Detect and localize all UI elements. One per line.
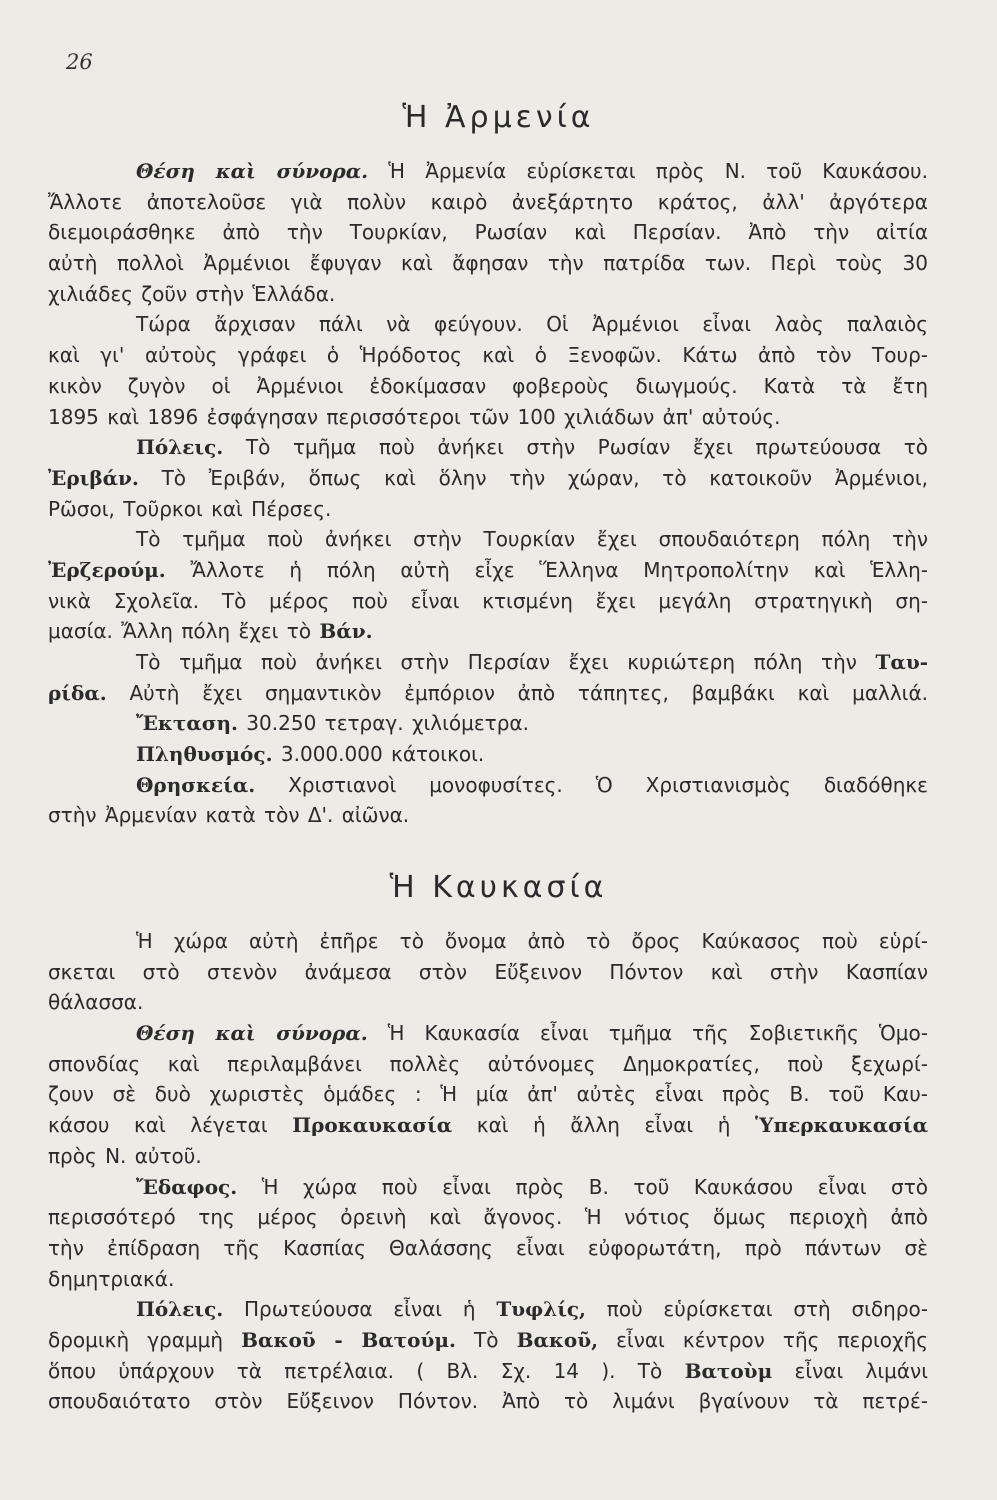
body-text: 3.000.000 κάτοικοι. <box>272 742 485 767</box>
text-line <box>48 463 928 494</box>
body-text: Τὸ Ἐριβάν, ὅπως καὶ ὅλην τὴν χώραν, τὸ κατοικοῦν Ἀρμένιοι, <box>138 465 928 490</box>
body-text: Ἄλλοτε ἡ πόλη αὐτὴ εἶχε Ἕλληνα Μητροπολίτην καὶ Ἑλλη- <box>165 557 928 582</box>
body-text: Αὐτὴ ἔχει σημαντικὸν ἐμπόριον ἀπὸ τάπητες, βαμβάκι καὶ μαλλιά. <box>106 680 928 705</box>
emphasis-text: Θρησκεία. <box>136 772 256 797</box>
text-line <box>48 957 928 988</box>
text-line <box>48 770 928 801</box>
text-line <box>48 1172 928 1203</box>
text-line <box>48 402 928 433</box>
body-text: εἶναι λιμάνι <box>772 1358 928 1383</box>
body-text: κάσου καὶ λέγεται <box>48 1113 293 1138</box>
text-line <box>48 1356 928 1387</box>
body-text: χιλιάδες ζοῦν στὴν Ἑλλάδα. <box>48 281 336 306</box>
section-title-caucasia: Ἡ Καυκασία <box>389 870 608 905</box>
emphasis-text: Τυφλίς, <box>496 1297 587 1322</box>
emphasis-text: Ἐρζερούμ. <box>48 557 166 582</box>
emphasis-text: Ἔκταση. <box>136 711 238 736</box>
body-text: τὴν ἐπίδραση τῆς Κασπίας Θαλάσσης εἶναι εὐφορωτάτη, πρὸ πάντων σὲ <box>48 1235 928 1260</box>
emphasis-text: Βακοῦ, <box>516 1327 599 1352</box>
text-line <box>48 248 928 279</box>
text-line <box>48 708 928 739</box>
text-line <box>48 555 928 586</box>
body-text: Πρωτεύουσα εἶναι ἡ <box>223 1297 497 1322</box>
text-line <box>48 987 928 1018</box>
body-text: δημητριακά. <box>48 1266 175 1291</box>
emphasis-text: Βακοῦ - Βατούμ. <box>241 1327 456 1352</box>
text-line <box>48 678 928 709</box>
emphasis-text: Βατοὺμ <box>684 1358 773 1383</box>
body-text: μασία. Ἄλλη πόλη ἔχει τὸ <box>48 619 320 644</box>
text-line <box>48 1233 928 1264</box>
body-text: Τὸ <box>455 1327 517 1352</box>
text-line <box>48 217 928 248</box>
body-text: Ἡ Ἀρμενία εὑρίσκεται πρὸς Ν. τοῦ Καυκάσου. <box>368 159 928 183</box>
body-text: Ἡ χώρα αὐτὴ ἐπῆρε τὸ ὄνομα ἀπὸ τὸ ὄρος Καύκασος ποὺ εὑρί- <box>136 929 928 953</box>
body-text: Τὸ τμῆμα ποὺ ἀνήκει στὴν Τουρκίαν ἔχει σπουδαιότερη πόλη τὴν <box>136 527 928 552</box>
text-line <box>48 1079 928 1110</box>
emphasis-text: Θέση καὶ σύνορα. <box>136 159 369 183</box>
text-line <box>48 524 928 555</box>
body-text: νικὰ Σχολεῖα. Τὸ μέρος ποὺ εἶναι κτισμένη ἔχει μεγάλη στρατηγικὴ ση- <box>48 588 928 613</box>
text-line <box>48 616 928 647</box>
page-number: 26 <box>66 50 93 74</box>
text-line <box>48 1110 928 1141</box>
body-text: εἶναι κέντρον τῆς περιοχῆς <box>598 1327 928 1352</box>
body-text: κικὸν ζυγὸν οἱ Ἀρμένιοι ἐδοκίμασαν φοβεροὺς διωγμούς. Κατὰ τὰ ἔτη <box>48 373 928 398</box>
text-line <box>48 926 928 957</box>
body-text: πρὸς Ν. αὐτοῦ. <box>48 1143 202 1168</box>
text-line <box>48 187 928 218</box>
body-text: ζουν σὲ δυὸ χωριστὲς ὁμάδες : Ἡ μία ἀπ' αὐτὲς εἶναι πρὸς Β. τοῦ Καυ- <box>48 1082 928 1107</box>
emphasis-text: Βάν. <box>319 619 373 644</box>
emphasis-text: Προκαυκασία <box>292 1113 453 1138</box>
text-line <box>48 340 928 371</box>
body-text: Χριστιανοὶ μονοφυσίτες. Ὁ Χριστιανισμὸς διαδόθηκε <box>255 772 928 797</box>
emphasis-text: Πληθυσμός. <box>136 742 273 767</box>
text-line <box>48 432 928 463</box>
body-text: σπονδίας καὶ περιλαμβάνει πολλὲς αὐτόνομες Δημοκρατίες, ποὺ ξεχωρί- <box>48 1051 928 1076</box>
body-text: σπουδαιότατο στὸν Εὔξεινον Πόντον. Ἀπὸ τὸ λιμάνι βγαίνουν τὰ πετρέ- <box>48 1389 928 1414</box>
body-text: 1895 καὶ 1896 ἐσφάγησαν περισσότεροι τῶν 100 χιλιάδων ἀπ' αὐτούς. <box>48 404 781 429</box>
text-line <box>48 739 928 770</box>
emphasis-text: Πόλεις. <box>136 435 224 460</box>
text-line <box>48 1018 928 1049</box>
text-line <box>48 494 928 525</box>
body-text: περισσότερό της μέρος ὀρεινὴ καὶ ἄγονος. Ἡ νότιος ὅμως περιοχὴ ἀπὸ <box>48 1205 928 1230</box>
text-line <box>48 1202 928 1233</box>
body-text: Τώρα ἄρχισαν πάλι νὰ φεύγουν. Οἱ Ἀρμένιοι εἶναι λαὸς παλαιὸς <box>136 312 928 337</box>
body-text: ποὺ εὑρίσκεται στὴ σιδηρο- <box>586 1297 928 1322</box>
text-line <box>48 1386 928 1417</box>
emphasis-text: Ἐριβάν. <box>48 465 139 490</box>
section-title-armenia: Ἡ Ἀρμενία <box>402 100 595 135</box>
body-text: Ἡ Καυκασία εἶναι τμῆμα τῆς Σοβιετικῆς Ὁμο- <box>367 1021 928 1046</box>
body-text: Ἡ χώρα ποὺ εἶναι πρὸς Β. τοῦ Καυκάσου εἶναι στὸ <box>237 1174 928 1199</box>
body-text: ὅπου ὑπάρχουν τὰ πετρέλαια. ( Βλ. Σχ. 14 ). Τὸ <box>48 1358 685 1383</box>
text-line <box>48 1294 928 1325</box>
text-line <box>48 279 928 310</box>
body-text: αὐτὴ πολλοὶ Ἀρμένιοι ἔφυγαν καὶ ἄφησαν τὴν πατρίδα των. Περὶ τοὺς 30 <box>48 251 928 276</box>
text-line <box>48 309 928 340</box>
body-text: Τὸ τμῆμα ποὺ ἀνήκει στὴν Περσίαν ἔχει κυριώτερη πόλη τὴν <box>136 650 876 674</box>
body-text: καὶ ἡ ἄλλη εἶναι ἡ <box>452 1113 755 1138</box>
text-line <box>48 371 928 402</box>
body-text: καὶ γι' αὐτοὺς γράφει ὁ Ἡρόδοτος καὶ ὁ Ξενοφῶν. Κάτω ἀπὸ τὸν Τουρ- <box>48 343 928 368</box>
body-text: δρομικὴ γραμμὴ <box>48 1327 242 1352</box>
section-body-caucasia <box>48 926 928 1417</box>
text-line <box>48 800 928 831</box>
emphasis-text: ρίδα. <box>48 680 107 705</box>
body-text: στὴν Ἀρμενίαν κατὰ τὸν Δ'. αἰῶνα. <box>48 803 410 828</box>
text-line <box>48 586 928 617</box>
body-text: διεμοιράσθηκε ἀπὸ τὴν Τουρκίαν, Ρωσίαν καὶ Περσίαν. Ἀπὸ τὴν αἰτία <box>48 220 928 245</box>
body-text: Ρῶσοι, Τοῦρκοι καὶ Πέρσες. <box>48 496 332 521</box>
text-line <box>48 647 928 678</box>
body-text: Τὸ τμῆμα ποὺ ἀνήκει στὴν Ρωσίαν ἔχει πρωτεύουσα τὸ <box>223 435 928 460</box>
text-line <box>48 156 928 187</box>
text-line <box>48 1325 928 1356</box>
body-text: θάλασσα. <box>48 990 144 1015</box>
body-text: 30.250 τετραγ. χιλιόμετρα. <box>237 711 529 736</box>
text-line <box>48 1264 928 1295</box>
emphasis-text: Ἔδαφος. <box>136 1174 238 1199</box>
text-line <box>48 1141 928 1172</box>
emphasis-text: Πόλεις. <box>136 1297 224 1322</box>
emphasis-text: Θέση καὶ σύνορα. <box>136 1021 368 1046</box>
body-text: σκεται στὸ στενὸν ἀνάμεσα στὸν Εὔξεινον Πόντον καὶ στὴν Κασπίαν <box>48 959 928 984</box>
body-text: Ἄλλοτε ἀποτελοῦσε γιὰ πολὺν καιρὸ ἀνεξάρτητο κράτος, ἀλλ' ἀργότερα <box>48 189 928 214</box>
emphasis-text: Ταυ- <box>875 650 928 674</box>
section-body-armenia <box>48 156 928 831</box>
text-line <box>48 1049 928 1080</box>
emphasis-text: Ὑπερκαυκασία <box>755 1113 928 1138</box>
